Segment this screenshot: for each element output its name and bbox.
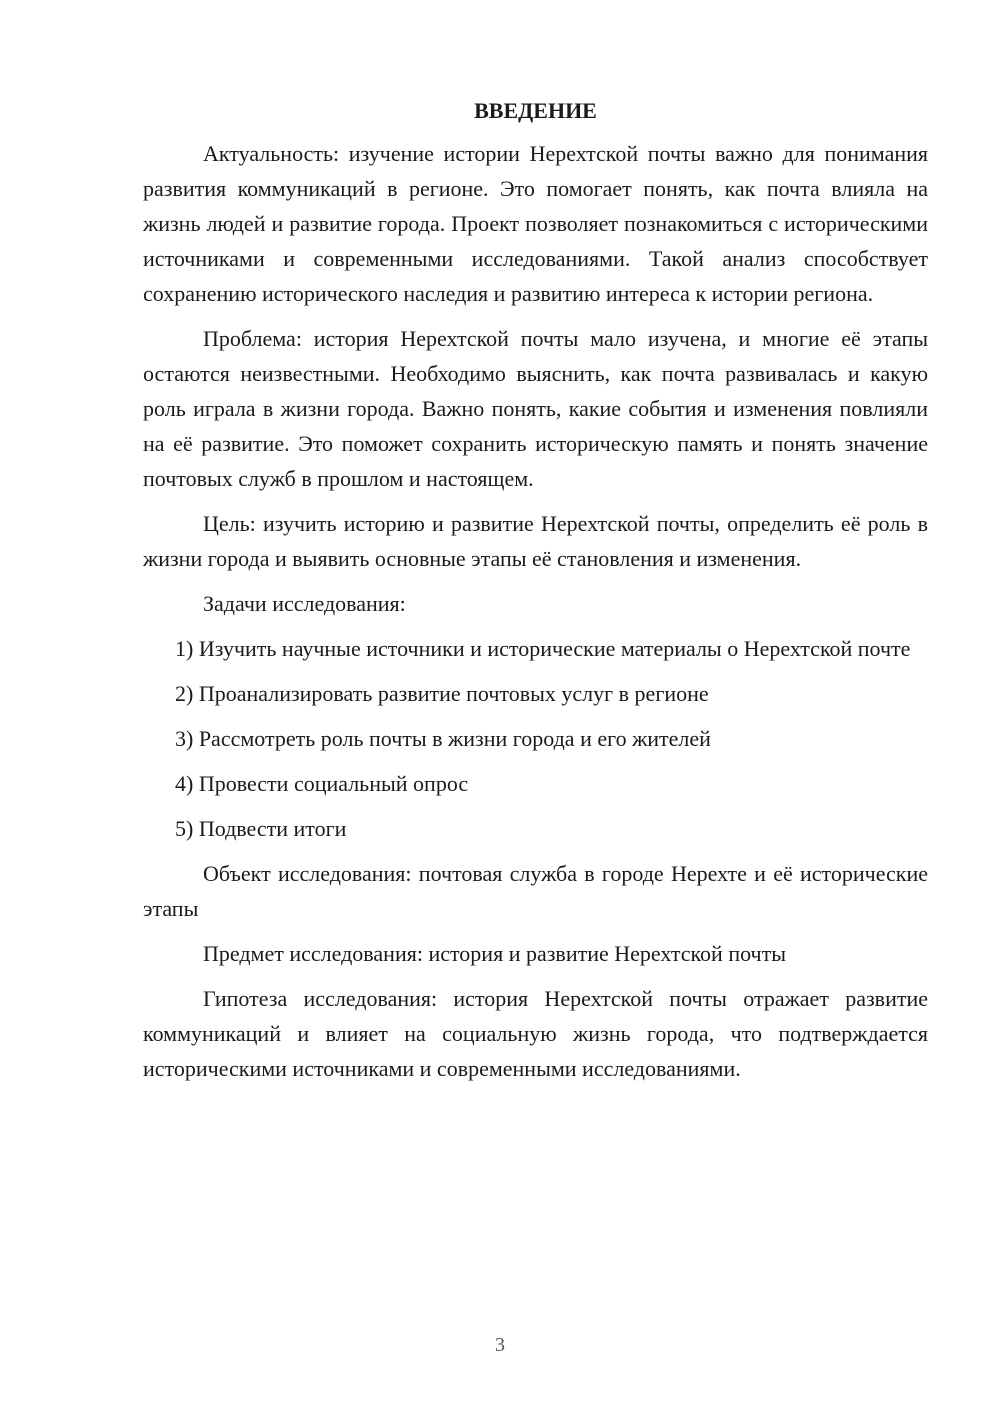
task-item-3: 3) Рассмотреть роль почты в жизни города и его жителей bbox=[175, 726, 711, 751]
task-item-2: 2) Проанализировать развитие почтовых услуг в регионе bbox=[175, 681, 709, 706]
relevance-paragraph: Актуальность: изучение истории Нерехтской почты важно для понимания развития коммуникаций в регионе. Это помогает понять, как почта влияла на жизнь людей и развитие города. Проект позволяет познакомиться с историческими источниками и современными исследованиями. Такой анализ способствует сохранению исторического наследия и развитию интереса к истории региона. bbox=[143, 141, 928, 306]
task-item-1: 1) Изучить научные источники и исторические материалы о Нерехтской почте bbox=[175, 636, 911, 661]
task-item-4: 4) Провести социальный опрос bbox=[175, 771, 469, 796]
page-number: 3 bbox=[495, 1334, 505, 1356]
tasks-heading: Задачи исследования: bbox=[203, 591, 406, 616]
subject-paragraph: Предмет исследования: история и развитие Нерехтской почты bbox=[203, 941, 786, 966]
object-paragraph: Объект исследования: почтовая служба в городе Нерехте и её исторические этапы bbox=[143, 861, 928, 921]
hypothesis-paragraph: Гипотеза исследования: история Нерехтской почты отражает развитие коммуникаций и влияет на социальную жизнь города, что подтверждается историческими источниками и современными исследованиями. bbox=[143, 986, 928, 1081]
document-page bbox=[143, 96, 928, 1096]
task-item-5: 5) Подвести итоги bbox=[175, 816, 347, 841]
page-title: ВВЕДЕНИЕ bbox=[474, 98, 597, 123]
problem-paragraph: Проблема: история Нерехтской почты мало изучена, и многие её этапы остаются неизвестными. Необходимо выяснить, как почта развивалась и какую роль играла в жизни города. Важно понять, какие события и изменения повлияли на её развитие. Это поможет сохранить историческую память и понять значение почтовых служб в прошлом и настоящем. bbox=[143, 326, 928, 491]
goal-paragraph: Цель: изучить историю и развитие Нерехтской почты, определить её роль в жизни города и выявить основные этапы её становления и изменения. bbox=[143, 511, 928, 571]
